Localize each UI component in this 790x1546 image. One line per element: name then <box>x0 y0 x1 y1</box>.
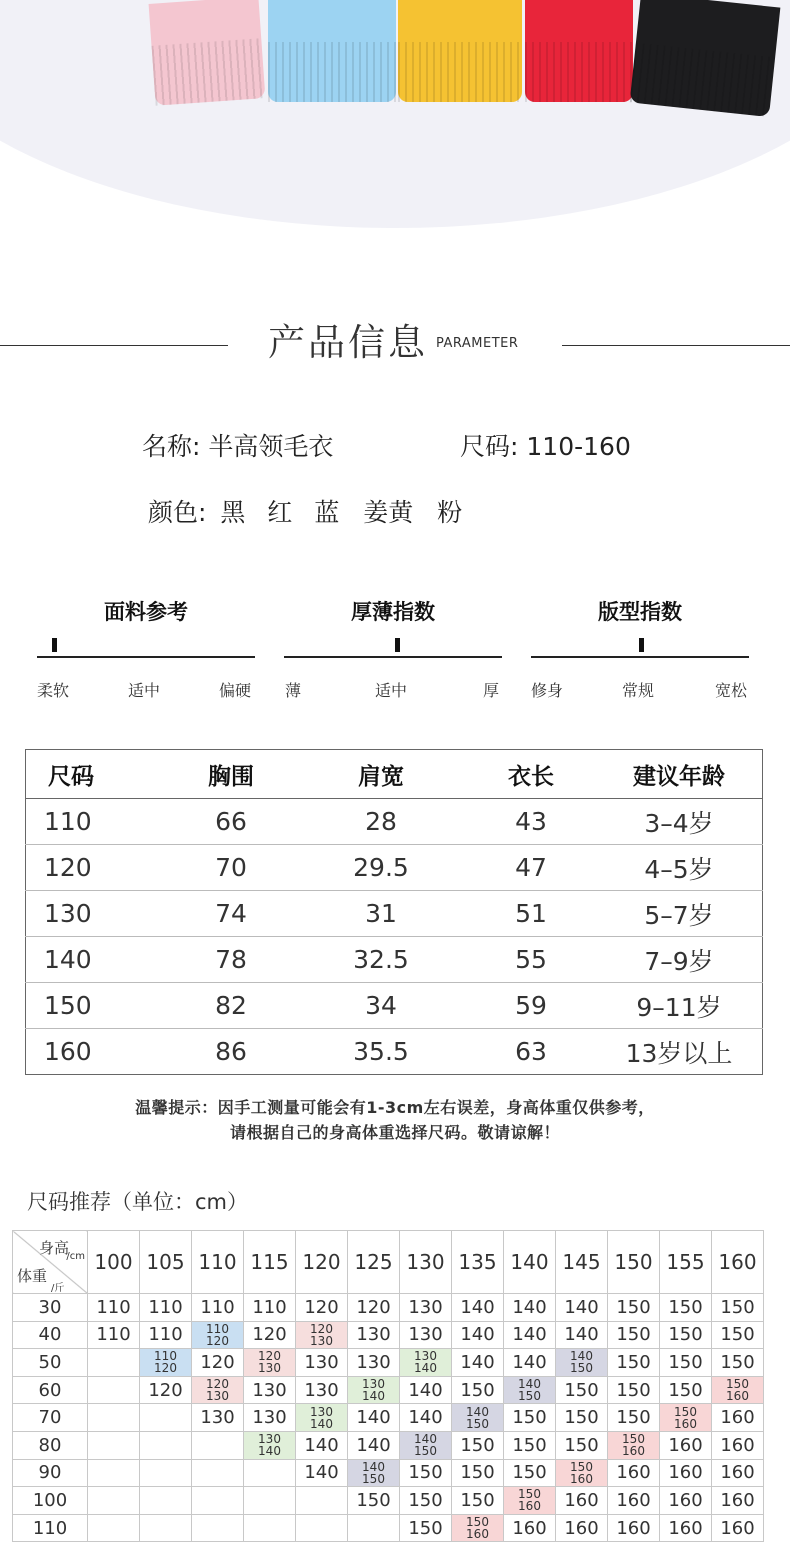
section-header <box>0 312 790 362</box>
height-header-cell: 145 <box>556 1231 608 1294</box>
size-table-cell: 160 <box>44 1037 92 1066</box>
recommend-cell: 150 <box>556 1431 608 1459</box>
recommend-cell: 110 <box>88 1321 140 1349</box>
recommend-cell: 150 <box>712 1349 764 1377</box>
height-header-cell: 135 <box>452 1231 504 1294</box>
recommend-cell: 140 150 <box>556 1349 608 1377</box>
sleeve-cuff-blue <box>268 0 396 102</box>
name-value: 半高领毛衣 <box>208 432 334 461</box>
recommend-cell <box>244 1514 296 1542</box>
size-table-cell: 4–5岁 <box>596 845 763 891</box>
recommend-cell: 160 <box>660 1487 712 1515</box>
recommend-cell: 160 <box>660 1459 712 1487</box>
corner-height: 身高 <box>38 1239 69 1257</box>
recommend-cell: 140 150 <box>452 1404 504 1432</box>
gauge-marker-fabric <box>52 638 57 652</box>
recommend-cell: 140 <box>296 1459 348 1487</box>
header-chest: 胸围 <box>166 750 296 799</box>
size-label: 尺码: <box>460 432 519 461</box>
weight-cell: 90 <box>13 1459 88 1487</box>
gauge-label-medium-thickness: 适中 <box>375 681 408 700</box>
divider-right <box>562 345 790 346</box>
recommend-cell <box>140 1487 192 1515</box>
recommend-cell <box>192 1459 244 1487</box>
tip-line-1: 温馨提示：因手工测量可能会有1-3cm左右误差，身高体重仅供参考， <box>135 1098 655 1117</box>
gauge-label-thin: 薄 <box>285 681 302 700</box>
recommend-cell <box>296 1514 348 1542</box>
size-table-cell: 130 <box>26 891 167 937</box>
recommend-cell: 130 <box>244 1376 296 1404</box>
size-table-row <box>26 1029 763 1075</box>
height-header-cell: 120 <box>296 1231 348 1294</box>
size-table-cell: 13岁以上 <box>625 1038 733 1068</box>
size-table-cell: 150 <box>26 983 167 1029</box>
recommend-cell: 150 <box>452 1459 504 1487</box>
recommend-cell <box>88 1349 140 1377</box>
size-table-header <box>26 750 763 799</box>
recommend-cell: 110 120 <box>192 1321 244 1349</box>
gauge-marker-fit <box>639 638 644 652</box>
recommend-cell: 110 <box>244 1294 296 1322</box>
section-title: 产品信息 <box>268 321 428 364</box>
recommend-cell: 160 <box>712 1404 764 1432</box>
recommend-row <box>13 1459 764 1487</box>
hero-banner <box>0 0 790 232</box>
recommend-cell: 150 <box>452 1376 504 1404</box>
size-table-cell: 55 <box>466 937 596 983</box>
size-table-cell: 66 <box>166 799 296 845</box>
height-header-cell: 110 <box>192 1231 244 1294</box>
recommend-row <box>13 1376 764 1404</box>
height-header-cell: 155 <box>660 1231 712 1294</box>
recommend-cell: 150 <box>608 1321 660 1349</box>
weight-cell: 60 <box>13 1376 88 1404</box>
recommend-table <box>12 1230 764 1542</box>
color-blue: 蓝 <box>314 498 340 527</box>
name-label: 名称: <box>142 432 201 461</box>
recommend-cell <box>140 1431 192 1459</box>
recommend-cell: 160 <box>504 1514 556 1542</box>
color-label: 颜色: <box>148 498 207 527</box>
size-table-row <box>26 937 763 983</box>
recommend-cell: 160 <box>712 1514 764 1542</box>
recommend-title: 尺码推荐（单位：cm） <box>27 1190 249 1214</box>
recommend-cell: 160 <box>556 1514 608 1542</box>
recommend-cell <box>244 1487 296 1515</box>
recommend-cell: 150 <box>608 1294 660 1322</box>
sleeve-cuff-red <box>525 0 633 102</box>
size-table-cell: 110 <box>26 799 167 845</box>
gauge-label-thick: 厚 <box>483 681 500 700</box>
recommend-cell <box>88 1487 140 1515</box>
weight-cell: 50 <box>13 1349 88 1377</box>
size-table-cell: 43 <box>466 799 596 845</box>
size-table-cell: 28 <box>296 799 466 845</box>
recommend-cell: 150 <box>556 1376 608 1404</box>
recommend-cell: 110 <box>140 1321 192 1349</box>
size-table-cell: 47 <box>466 845 596 891</box>
recommend-cell: 160 <box>608 1514 660 1542</box>
size-table-cell: 31 <box>296 891 466 937</box>
gauge-label-loose: 宽松 <box>715 681 748 700</box>
weight-cell: 70 <box>13 1404 88 1432</box>
size-table-cell: 5–7岁 <box>596 891 763 937</box>
corner-height-unit: /cm <box>66 1251 85 1262</box>
corner-weight: 体重 <box>17 1267 48 1285</box>
recommend-cell: 150 <box>452 1487 504 1515</box>
header-age: 建议年龄 <box>596 750 763 799</box>
recommend-cell: 130 <box>400 1294 452 1322</box>
gauge-line-thickness <box>284 656 502 658</box>
recommend-cell: 150 <box>712 1294 764 1322</box>
sleeve-cuff-yellow <box>398 0 522 102</box>
recommend-cell <box>296 1487 348 1515</box>
recommend-cell: 140 <box>504 1294 556 1322</box>
gauge-line-fit <box>531 656 749 658</box>
recommend-cell: 160 <box>660 1514 712 1542</box>
recommend-cell: 140 <box>296 1431 348 1459</box>
recommend-cell <box>88 1514 140 1542</box>
gauge-title-fit: 版型指数 <box>598 600 682 624</box>
recommend-cell: 130 <box>400 1321 452 1349</box>
product-size <box>460 427 631 463</box>
recommend-cell: 140 150 <box>504 1376 556 1404</box>
weight-cell: 100 <box>13 1487 88 1515</box>
color-ginger: 姜黄 <box>363 498 414 527</box>
recommend-cell: 120 <box>296 1294 348 1322</box>
recommend-cell: 110 120 <box>140 1349 192 1377</box>
recommend-cell: 150 <box>608 1404 660 1432</box>
recommend-row <box>13 1431 764 1459</box>
recommend-cell <box>140 1404 192 1432</box>
size-table-cell: 51 <box>466 891 596 937</box>
recommend-cell: 130 <box>348 1349 400 1377</box>
height-header-cell: 130 <box>400 1231 452 1294</box>
recommend-cell: 120 130 <box>296 1321 348 1349</box>
recommend-cell: 150 <box>660 1376 712 1404</box>
recommend-cell: 150 <box>348 1487 400 1515</box>
recommend-cell: 110 <box>88 1294 140 1322</box>
recommend-cell: 140 150 <box>348 1459 400 1487</box>
recommend-cell: 150 160 <box>660 1404 712 1432</box>
size-table-cell: 70 <box>166 845 296 891</box>
size-table-row <box>26 799 763 845</box>
gauge-label-slim: 修身 <box>531 681 564 700</box>
recommend-cell: 120 <box>192 1349 244 1377</box>
recommend-cell: 130 140 <box>400 1349 452 1377</box>
header-shoulder: 肩宽 <box>296 750 466 799</box>
height-header-cell: 105 <box>140 1231 192 1294</box>
height-header-cell: 160 <box>712 1231 764 1294</box>
recommend-cell <box>192 1431 244 1459</box>
recommend-cell: 140 <box>452 1321 504 1349</box>
recommend-cell: 130 140 <box>296 1404 348 1432</box>
recommend-cell: 130 <box>296 1349 348 1377</box>
recommend-row <box>13 1349 764 1377</box>
recommend-cell: 140 150 <box>400 1431 452 1459</box>
gauge-label-soft: 柔软 <box>37 681 70 700</box>
gauge-label-medium: 适中 <box>128 681 161 700</box>
size-table-cell: 120 <box>26 845 167 891</box>
recommend-cell: 150 <box>400 1459 452 1487</box>
height-header-cell: 100 <box>88 1231 140 1294</box>
recommend-cell: 150 160 <box>712 1376 764 1404</box>
recommend-cell <box>88 1431 140 1459</box>
header-length: 衣长 <box>466 750 596 799</box>
size-value: 110-160 <box>526 432 631 461</box>
size-table <box>25 749 763 1075</box>
recommend-cell: 140 <box>504 1349 556 1377</box>
recommend-cell <box>348 1514 400 1542</box>
recommend-cell: 150 160 <box>556 1459 608 1487</box>
recommend-cell <box>88 1376 140 1404</box>
sleeve-cuff-black <box>630 0 781 117</box>
recommend-cell: 150 <box>660 1349 712 1377</box>
header-size: 尺码 <box>26 750 167 799</box>
recommend-cell: 160 <box>660 1431 712 1459</box>
recommend-cell: 150 <box>452 1431 504 1459</box>
recommend-cell: 130 <box>348 1321 400 1349</box>
size-table-cell: 7–9岁 <box>596 937 763 983</box>
size-table-cell: 82 <box>166 983 296 1029</box>
gauge-line-fabric <box>37 656 255 658</box>
gauge-label-hard: 偏硬 <box>219 681 252 700</box>
size-table-cell: 86 <box>215 1037 247 1066</box>
size-table-cell: 3–4岁 <box>596 799 763 845</box>
color-red: 红 <box>267 498 293 527</box>
product-colors <box>148 493 462 529</box>
recommend-row <box>13 1404 764 1432</box>
recommend-cell: 130 140 <box>244 1431 296 1459</box>
section-subtitle: PARAMETER <box>436 336 519 351</box>
recommend-cell: 120 <box>348 1294 400 1322</box>
recommend-header-row <box>13 1231 764 1294</box>
size-table-cell: 32.5 <box>296 937 466 983</box>
recommend-cell: 130 <box>296 1376 348 1404</box>
height-header-cell: 140 <box>504 1231 556 1294</box>
recommend-cell: 140 <box>400 1376 452 1404</box>
weight-cell: 30 <box>13 1294 88 1322</box>
recommend-cell: 120 <box>140 1376 192 1404</box>
size-table-cell: 35.5 <box>353 1037 409 1066</box>
recommend-row <box>13 1321 764 1349</box>
recommend-cell: 160 <box>608 1459 660 1487</box>
recommend-cell: 160 <box>712 1431 764 1459</box>
gauge-title-fabric: 面料参考 <box>104 600 188 624</box>
recommend-cell: 120 <box>244 1321 296 1349</box>
recommend-cell: 140 <box>400 1404 452 1432</box>
size-table-cell: 74 <box>166 891 296 937</box>
height-header-cell: 125 <box>348 1231 400 1294</box>
weight-cell: 40 <box>13 1321 88 1349</box>
recommend-cell <box>140 1459 192 1487</box>
size-table-row <box>26 983 763 1029</box>
recommend-cell: 140 <box>556 1294 608 1322</box>
recommend-cell: 160 <box>608 1487 660 1515</box>
recommend-row <box>13 1514 764 1542</box>
recommend-cell: 150 160 <box>504 1487 556 1515</box>
sleeve-cuff-pink <box>149 0 266 106</box>
recommend-cell: 120 130 <box>244 1349 296 1377</box>
recommend-cell: 150 <box>504 1404 556 1432</box>
recommend-cell: 140 <box>556 1321 608 1349</box>
recommend-cell: 130 140 <box>348 1376 400 1404</box>
recommend-cell <box>88 1404 140 1432</box>
size-table-cell: 140 <box>26 937 167 983</box>
size-table-cell: 63 <box>515 1037 547 1066</box>
weight-cell: 110 <box>13 1514 88 1542</box>
recommend-cell: 150 <box>556 1404 608 1432</box>
color-black: 黑 <box>220 498 246 527</box>
recommend-cell: 140 <box>452 1349 504 1377</box>
recommend-cell: 110 <box>140 1294 192 1322</box>
size-table-cell: 78 <box>166 937 296 983</box>
tip-line-2: 请根据自己的身高体重选择尺码。敬请谅解！ <box>229 1123 560 1142</box>
recommend-cell: 140 <box>348 1431 400 1459</box>
gauge-label-regular: 常规 <box>622 681 655 700</box>
gauge-title-thickness: 厚薄指数 <box>351 600 435 624</box>
recommend-cell: 160 <box>556 1487 608 1515</box>
product-name <box>142 427 333 463</box>
color-pink: 粉 <box>437 498 463 527</box>
recommend-cell: 150 <box>608 1349 660 1377</box>
size-table-cell: 59 <box>466 983 596 1029</box>
recommend-cell <box>88 1459 140 1487</box>
recommend-cell <box>192 1487 244 1515</box>
recommend-cell: 150 <box>400 1487 452 1515</box>
recommend-cell: 130 <box>192 1404 244 1432</box>
corner-weight-unit: /斤 <box>51 1283 65 1294</box>
recommend-cell: 130 <box>244 1404 296 1432</box>
recommend-cell: 150 160 <box>452 1514 504 1542</box>
height-header-cell: 115 <box>244 1231 296 1294</box>
recommend-cell: 110 <box>192 1294 244 1322</box>
recommend-cell: 150 <box>400 1514 452 1542</box>
recommend-cell <box>140 1514 192 1542</box>
recommend-corner <box>13 1231 88 1294</box>
recommend-cell: 150 <box>504 1459 556 1487</box>
recommend-cell: 150 <box>608 1376 660 1404</box>
size-table-cell: 9–11岁 <box>596 983 763 1029</box>
recommend-cell: 150 <box>660 1321 712 1349</box>
size-table-row <box>26 845 763 891</box>
recommend-cell: 120 130 <box>192 1376 244 1404</box>
height-header-cell: 150 <box>608 1231 660 1294</box>
recommend-cell: 140 <box>348 1404 400 1432</box>
divider-left <box>0 345 228 346</box>
recommend-cell: 150 <box>712 1321 764 1349</box>
size-table-cell: 29.5 <box>296 845 466 891</box>
recommend-cell: 160 <box>712 1459 764 1487</box>
recommend-cell: 150 <box>660 1294 712 1322</box>
recommend-cell: 140 <box>504 1321 556 1349</box>
recommend-cell: 150 160 <box>608 1431 660 1459</box>
recommend-cell: 140 <box>452 1294 504 1322</box>
recommend-cell <box>192 1514 244 1542</box>
weight-cell: 80 <box>13 1431 88 1459</box>
recommend-cell: 150 <box>504 1431 556 1459</box>
gauge-marker-thickness <box>395 638 400 652</box>
recommend-row <box>13 1294 764 1322</box>
recommend-cell <box>244 1459 296 1487</box>
size-table-cell: 34 <box>296 983 466 1029</box>
recommend-row <box>13 1487 764 1515</box>
size-table-row <box>26 891 763 937</box>
recommend-cell: 160 <box>712 1487 764 1515</box>
